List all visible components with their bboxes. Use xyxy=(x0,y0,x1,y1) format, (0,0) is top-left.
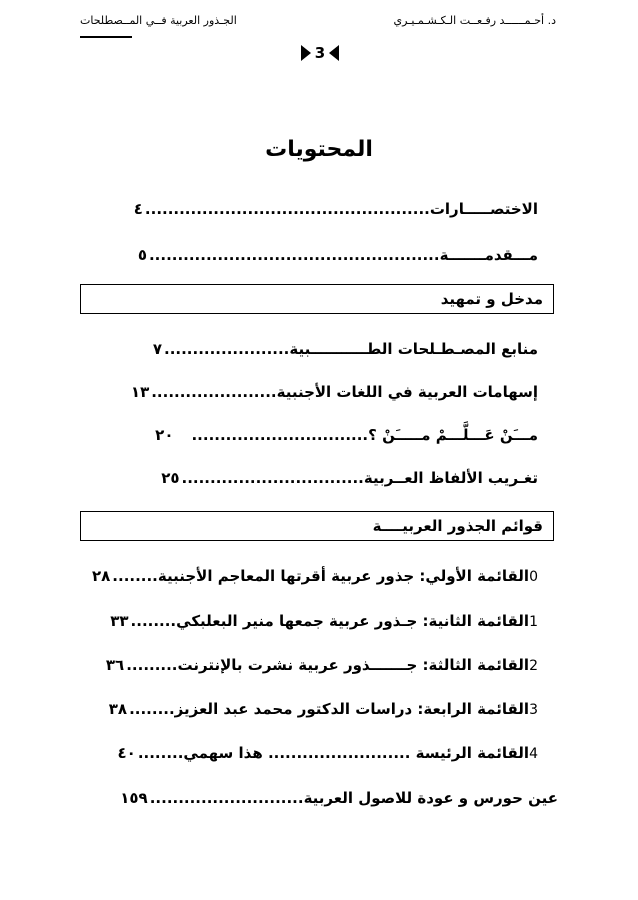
toc-leader: ................................................... xyxy=(148,246,440,264)
header-underline xyxy=(80,36,132,38)
toc-page: ٣٦ xyxy=(105,656,125,674)
toc-leader: ............................... xyxy=(191,426,369,444)
toc-leader: ........ xyxy=(130,612,177,630)
page-number-marker xyxy=(290,40,350,66)
toc-page: ٢٠ xyxy=(155,426,174,444)
page-title: المحتويات xyxy=(265,137,373,162)
section-heading: مدخل و تمهيد xyxy=(440,290,543,308)
toc-entry xyxy=(100,426,538,444)
list-index: 1 xyxy=(529,614,538,630)
toc-leader: ........................... xyxy=(149,789,304,807)
toc-label: القائمة الرئيسة ......................... هذا سهمي xyxy=(183,744,530,762)
toc-entry xyxy=(100,612,538,630)
toc-leader: .................................................. xyxy=(144,200,430,218)
toc-page: ٥ xyxy=(137,246,147,264)
toc-entry xyxy=(91,567,538,585)
toc-page: ٤٠ xyxy=(117,744,136,762)
toc-entry xyxy=(100,744,538,762)
toc-page: ٣٨ xyxy=(108,700,128,718)
toc-label: القائمة الثانية: جـذور عربية جمعها منير البعلبكي xyxy=(176,612,530,630)
section-box xyxy=(80,284,554,314)
toc-page: ١٥٩ xyxy=(120,789,148,807)
toc-entry xyxy=(100,340,538,358)
toc-entry xyxy=(100,246,538,264)
toc-page: ٤ xyxy=(133,200,143,218)
toc-label: القائمة الرابعة: دراسات الدكتور محمد عبد العزيز xyxy=(174,700,530,718)
toc-leader: ........ xyxy=(137,744,184,762)
toc-label: تغـريب الألفاظ العــربية xyxy=(363,469,538,487)
toc-leader: ........ xyxy=(129,700,175,718)
toc-entry xyxy=(100,200,538,218)
toc-page: ٢٨ xyxy=(91,567,111,585)
section-box xyxy=(80,511,554,541)
toc-entry xyxy=(100,700,538,718)
header-book-title: الجـذور العربية فــي المــصطلحات xyxy=(80,14,237,27)
list-index: 0 xyxy=(529,569,538,585)
toc-leader: ................................ xyxy=(181,469,364,487)
toc-leader: ........ xyxy=(112,567,158,585)
header-author: د. أحـمــــــد رفـعــت الـكـشـمـيـري xyxy=(393,14,556,27)
toc-label: مـــقدمـــــــة xyxy=(439,246,538,264)
toc-page: ٢٥ xyxy=(161,469,180,487)
toc-label: القائمة الأولي: جذور عربية أقرتها المعاجم الأجنبية xyxy=(157,567,530,585)
toc-entry xyxy=(100,656,538,674)
toc-page: ٣٣ xyxy=(110,612,129,630)
list-index: 3 xyxy=(529,702,538,718)
toc-page: ٧ xyxy=(152,340,163,358)
toc-leader: ...................... xyxy=(164,340,290,358)
list-index: 4 xyxy=(529,746,538,762)
toc-leader: ...................... xyxy=(151,383,277,401)
arrow-left-icon xyxy=(329,45,339,61)
toc-label: إسهامات العربية في اللغات الأجنبية xyxy=(276,383,538,401)
toc-label: القائمة الثالثة: جـــــــذور عربية نشرت بالإنترنت xyxy=(177,656,530,674)
toc-label: منابع المصـطـلحات الطـــــــــــبية xyxy=(289,340,538,358)
toc-label: عين حورس و عودة للاصول العربية xyxy=(303,789,558,807)
list-index: 2 xyxy=(529,658,538,674)
toc-entry xyxy=(100,383,538,401)
section-heading: قوائم الجذور العربيــــة xyxy=(372,517,543,535)
toc-label: مـــَنْ عَـــلَّـــمْ مـــــَنْ ؟ xyxy=(368,426,538,444)
toc-page: ١٣ xyxy=(130,383,150,401)
page-number: 3 xyxy=(314,44,326,62)
toc-leader: ......... xyxy=(126,656,178,674)
arrow-right-icon xyxy=(301,45,311,61)
toc-label: الاختصـــــارات xyxy=(429,200,538,218)
toc-entry xyxy=(100,469,538,487)
toc-entry xyxy=(100,789,558,807)
